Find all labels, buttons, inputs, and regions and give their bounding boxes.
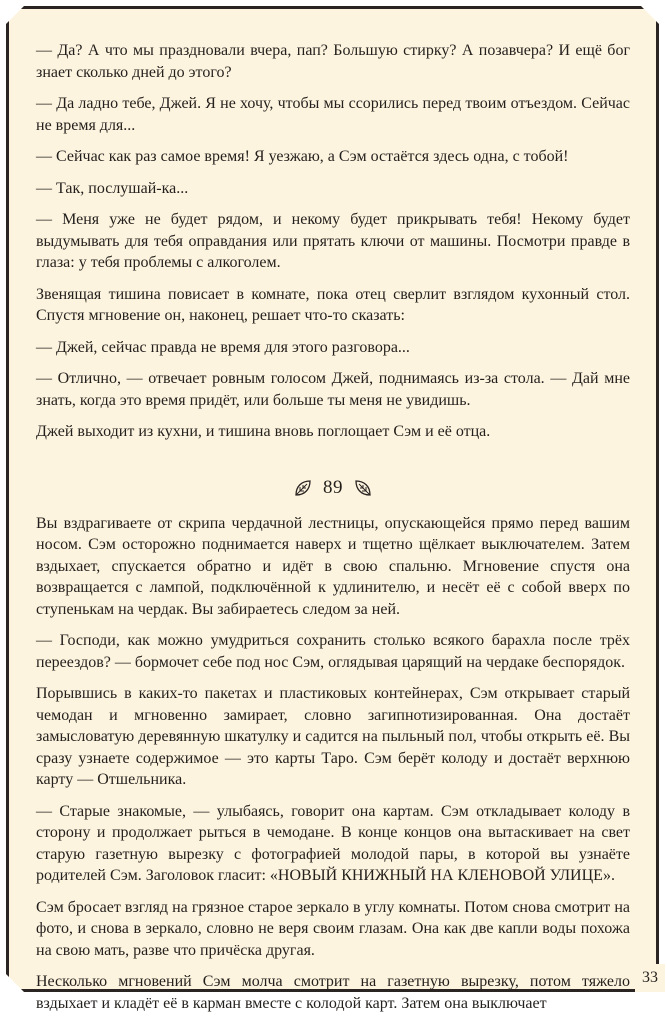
paragraph: Сэм бросает взгляд на грязное старое зеркало в углу комнаты. Потом снова смотрит на фото, и снова в зеркало, словно не веря своим глазам. Она как две капли воды похожа на свою мать, разве что причёска другая. — [36, 898, 630, 959]
paragraph: — Старые знакомые, — улыбаясь, говорит она картам. Сэм откладывает колоду в сторону и продолжает рыться в чемодане. В конце концов она вытаскивает на свет старую газетную вырезку с фотографией молодой пары, в которой вы узнаёте родителей Сэм. Заголовок гласит: «НОВЫЙ КНИЖНЫЙ НА КЛЕНОВОЙ УЛИЦЕ». — [36, 802, 630, 884]
section-number: 89 — [323, 476, 343, 498]
paragraph: Порывшись в каких-то пакетах и пластиковых контейнерах, Сэм открывает старый чемодан и мгновенно замирает, словно загипнотизированная. Она достаёт замысловатую деревянную шкатулку и садится на пыльный пол, чтобы открыть её. Вы сразу узнаете содержимое — это карты Таро. Сэм берёт колоду и достаёт верхнюю карту — Отшельника. — [36, 685, 630, 788]
page-content — [36, 40, 630, 1024]
paragraph: — Да? А что мы праздновали вчера, пап? Большую стирку? А позавчера? И ещё бог знает сколько дней до этого? — [36, 42, 630, 81]
page-number: 33 — [635, 964, 665, 992]
leaf-ornament-right-icon — [353, 478, 373, 498]
paragraph: Джей выходит из кухни, и тишина вновь поглощает Сэм и её отца. — [36, 423, 491, 440]
section-heading — [36, 475, 630, 501]
paragraph: Несколько мгновений Сэм молча смотрит на газетную вырезку, потом тяжело вздыхает и кладёт её в карман вместе с колодой карт. Затем она выключает — [36, 973, 630, 1012]
paragraph: — Отлично, — отвечает ровным голосом Джей, поднимаясь из-за стола. — Дай мне знать, когда это время придёт, или больше ты меня не увидишь. — [36, 370, 630, 409]
paragraph: — Господи, как можно умудриться сохранить столько всякого барахла после трёх переездов? — бормочет себе под нос Сэм, оглядывая царящий на чердаке беспорядок. — [36, 632, 630, 671]
paragraph: — Да ладно тебе, Джей. Я не хочу, чтобы мы ссорились перед твоим отъездом. Сейчас не время для... — [36, 95, 630, 134]
paragraph: — Сейчас как раз самое время! Я уезжаю, а Сэм остаётся здесь одна, с тобой! — [36, 148, 569, 165]
paragraph: — Так, послушай-ка... — [36, 179, 189, 197]
paragraph: — Меня уже не будет рядом, и некому будет прикрывать тебя! Некому будет выдумывать для тебя оправдания или прятать ключи от машины. Посмотри правде в глаза: у тебя проблемы с алкоголем. — [36, 211, 630, 271]
paragraph: Звенящая тишина повисает в комнате, пока отец сверлит взглядом кухонный стол. Спустя мгновение он, наконец, решает что-то сказать: — [36, 285, 630, 324]
paragraph: Вы вздрагиваете от скрипа чердачной лестницы, опускающейся прямо перед вашим носом. Сэм осторожно поднимается наверх и тщетно щёлкает выключателем. Затем вздыхает, спускается обратно и идёт в свою спальню. Мгновение спустя она возвращается с лампой, подключённой к удлинителю, и несёт её с собой вверх по ступенькам на чердак. Вы забираетесь следом за ней. — [36, 514, 630, 618]
paragraph: — Джей, сейчас правда не время для этого разговора... — [36, 338, 410, 356]
leaf-ornament-left-icon — [293, 478, 313, 498]
